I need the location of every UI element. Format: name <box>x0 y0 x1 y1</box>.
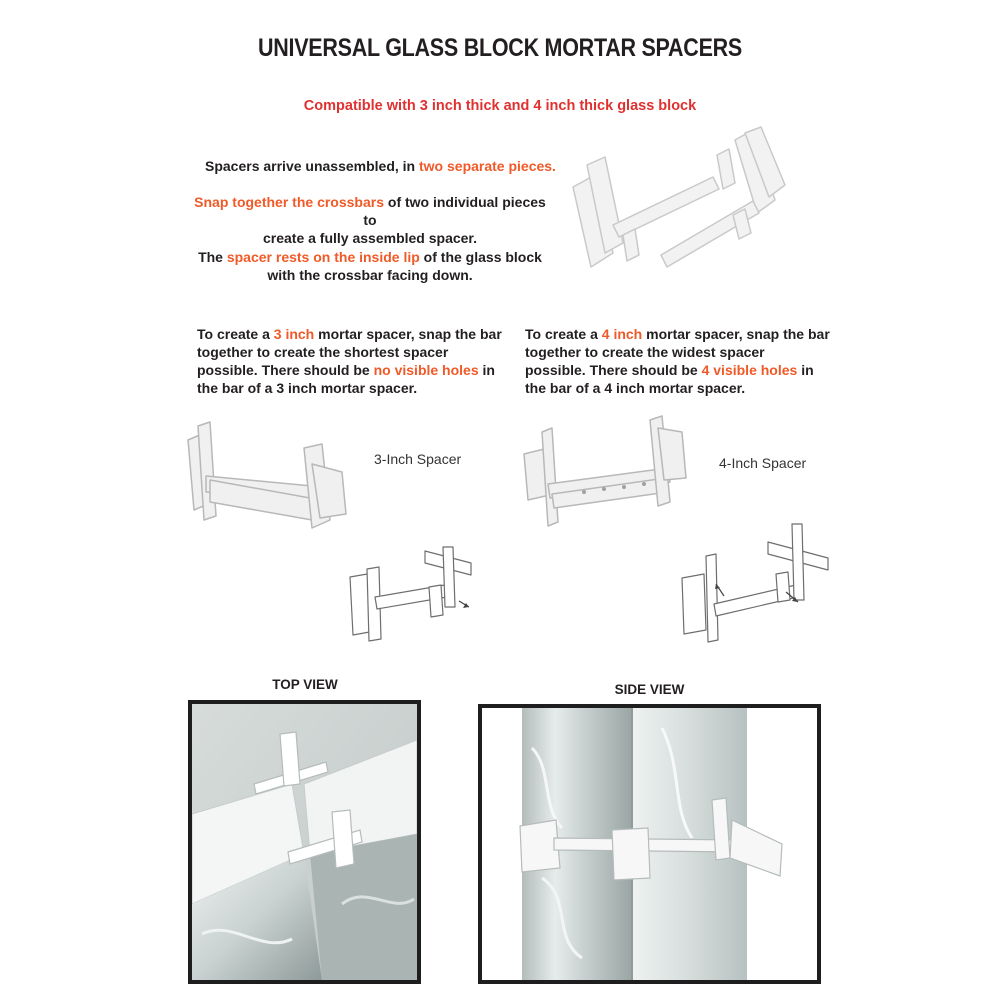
four-inch-diagram <box>680 520 830 645</box>
four-inch-spacer-image <box>518 412 693 532</box>
three-inch-diagram <box>345 545 480 645</box>
top-view-label: TOP VIEW <box>272 677 338 692</box>
four-inch-instructions: To create a 4 inch mortar spacer, snap the bar together to create the widest spacer possible. There should be 4 visible holes in the bar of a 4 inch mortar spacer. <box>525 326 830 396</box>
intro-paragraph-3: The spacer rests on the inside lip of the glass block with the crossbar facing down. <box>198 249 542 283</box>
side-view-label: SIDE VIEW <box>614 682 685 697</box>
unassembled-spacer-pieces-image <box>565 125 795 280</box>
page-title: UNIVERSAL GLASS BLOCK MORTAR SPACERS <box>257 34 743 62</box>
three-inch-spacer-label: 3-Inch Spacer <box>374 451 462 467</box>
side-view-photo <box>478 704 821 984</box>
top-view-photo <box>188 700 421 984</box>
intro-paragraph-2: Snap together the crossbars of two individual pieces to create a fully assembled spacer. <box>194 194 546 246</box>
three-inch-spacer-image <box>180 420 350 545</box>
page-subtitle: Compatible with 3 inch thick and 4 inch thick glass block <box>303 98 697 114</box>
intro-paragraph-1: Spacers arrive unassembled, in two separate pieces. <box>205 158 556 174</box>
three-inch-instructions: To create a 3 inch mortar spacer, snap the bar together to create the shortest spacer possible. There should be no visible holes in the bar of a 3 inch mortar spacer. <box>197 326 502 396</box>
four-inch-spacer-label: 4-Inch Spacer <box>719 455 807 471</box>
